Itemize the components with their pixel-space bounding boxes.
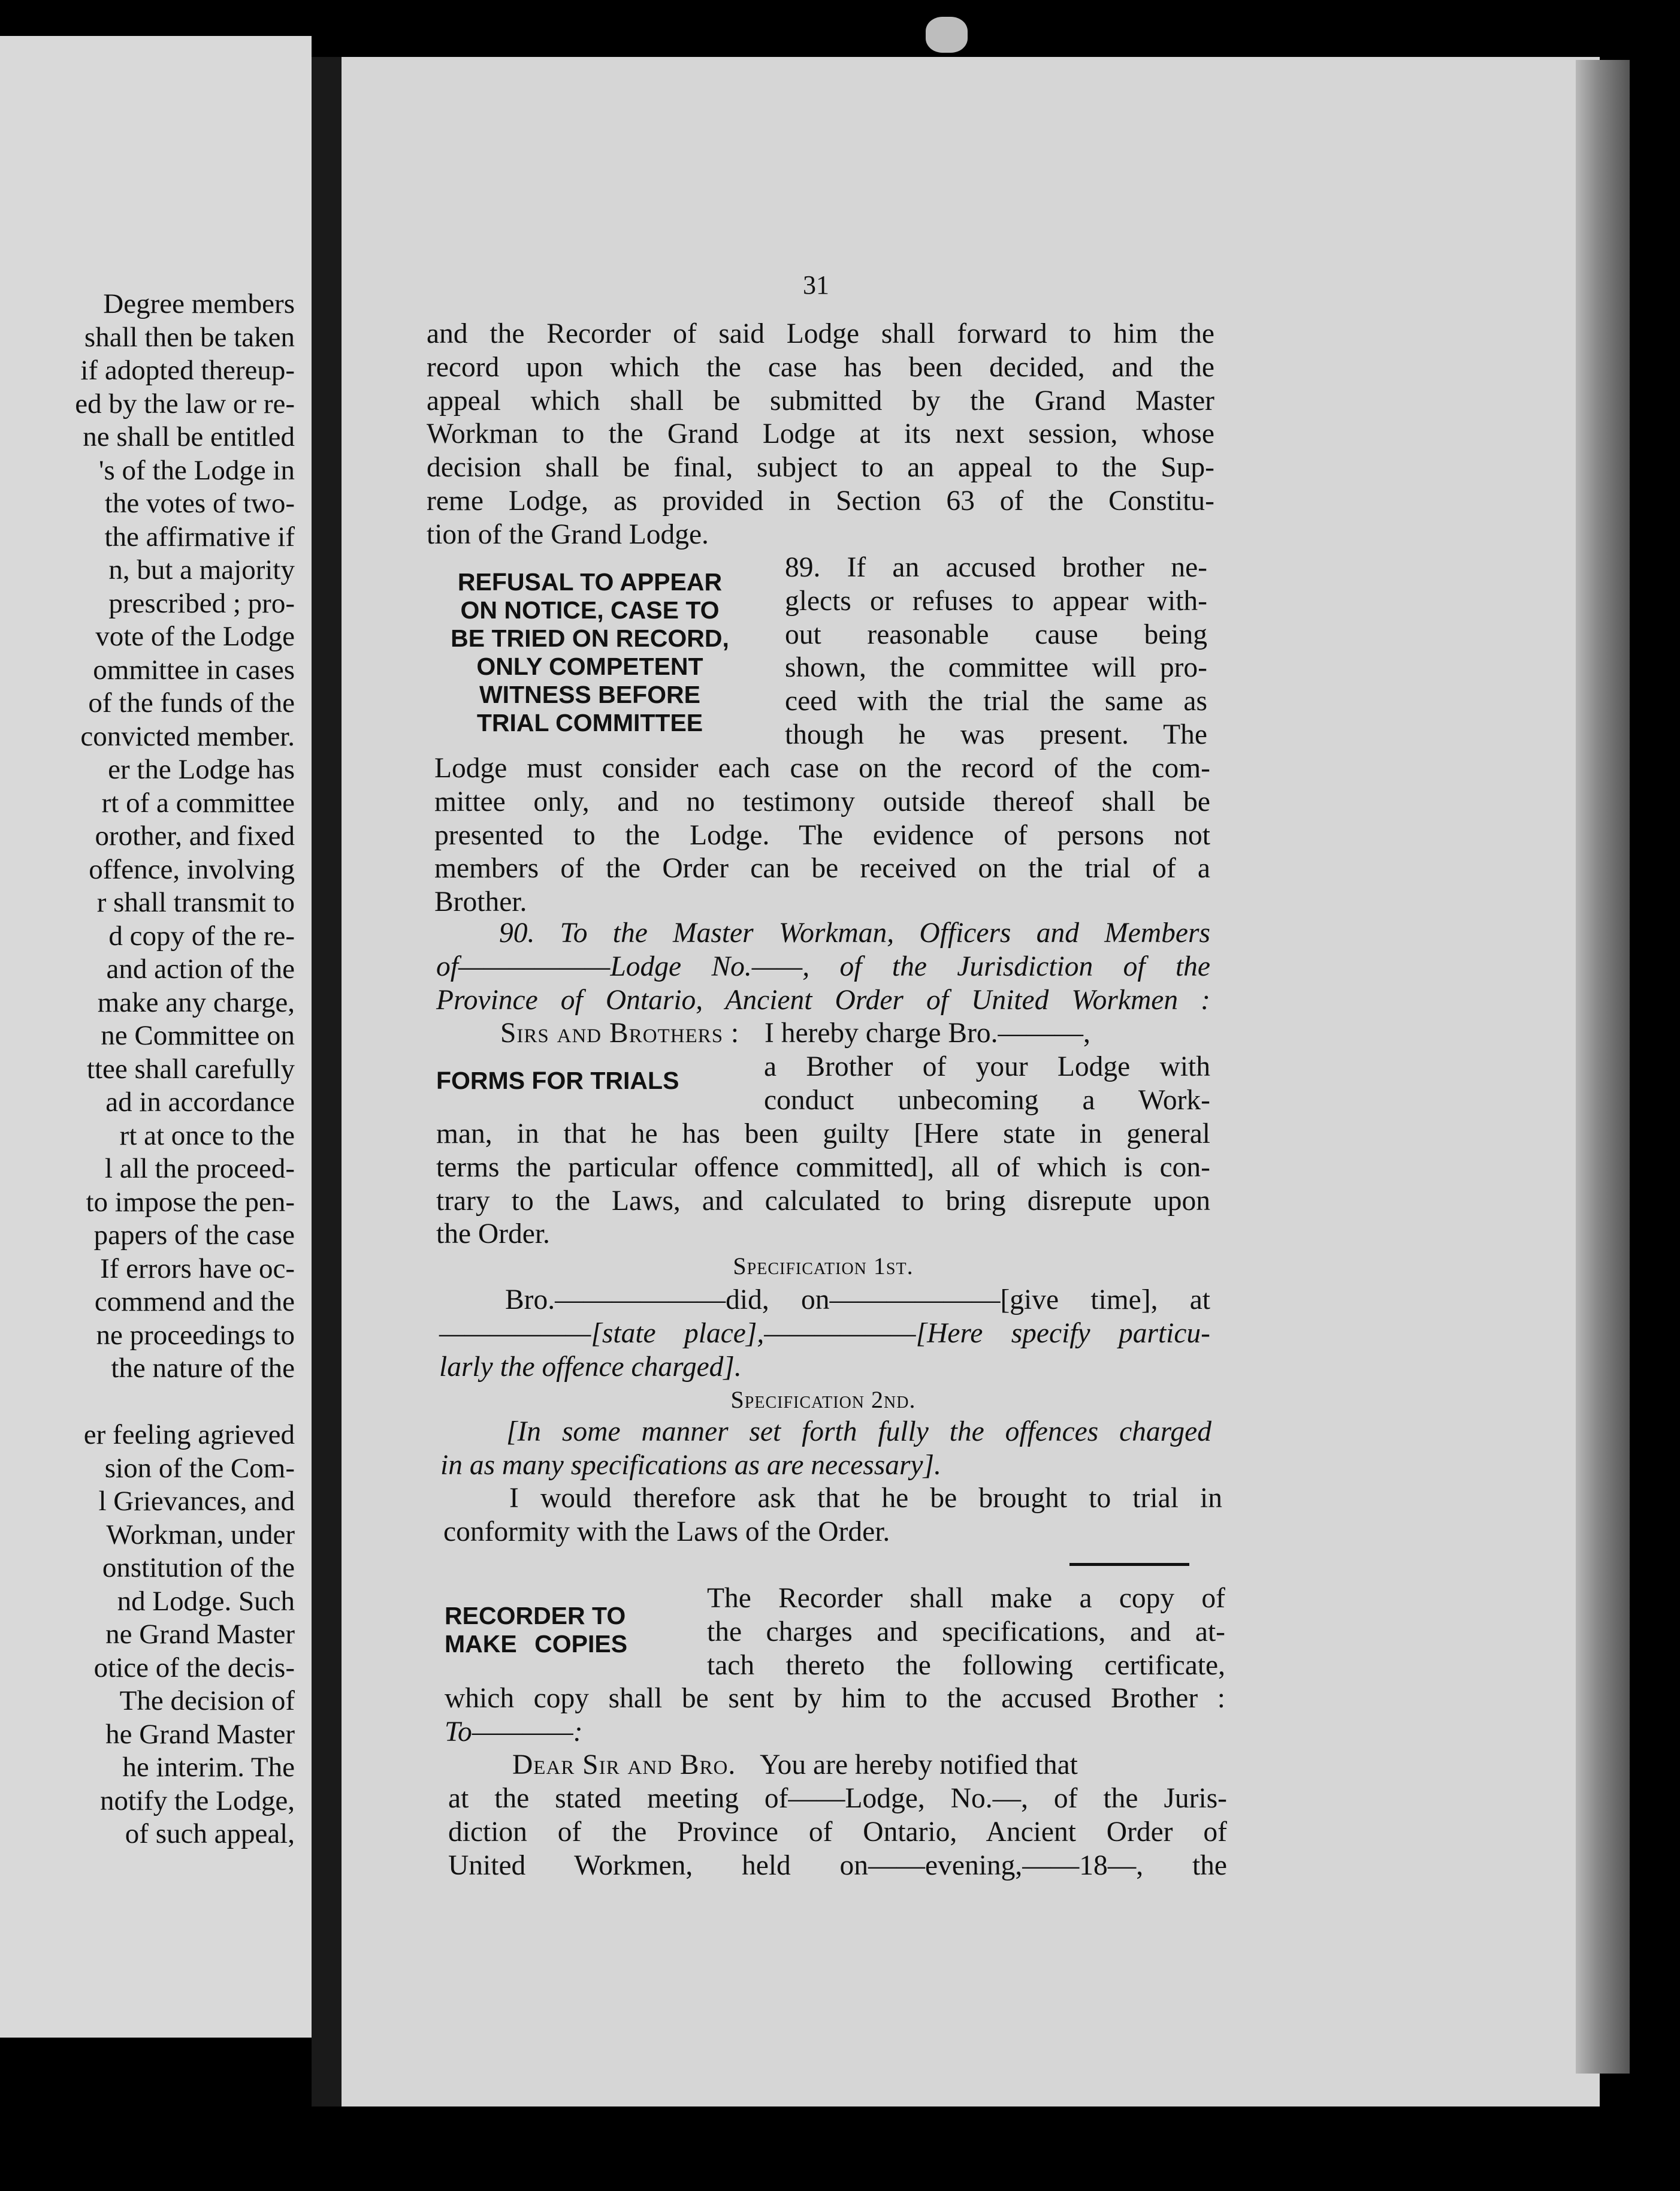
side-heading-recorder bbox=[445, 1602, 684, 1658]
text-line: in as many specifications as are necessary]. bbox=[440, 1449, 941, 1481]
left-page-line: otice of the decis- bbox=[93, 1652, 295, 1683]
recorder-paragraph-side bbox=[707, 1582, 1225, 1682]
text-line: man, in that he has been guilty [Here state in general bbox=[436, 1118, 1210, 1149]
page-edge bbox=[1576, 60, 1630, 2074]
left-page-line: to impose the pen- bbox=[86, 1186, 295, 1218]
left-page-line: er feeling agrieved bbox=[83, 1419, 295, 1450]
side-heading-line: TRIAL COMMITTEE bbox=[476, 709, 703, 737]
text-line: diction of the Province of Ontario, Ancient Order of bbox=[448, 1816, 1227, 1848]
left-page-line: rt at once to the bbox=[119, 1119, 295, 1151]
left-page-line: of the funds of the bbox=[88, 687, 295, 719]
left-page-line: the affirmative if bbox=[104, 521, 295, 553]
left-page-line: l all the proceed- bbox=[104, 1153, 295, 1184]
text-line: 89. If an accused brother ne- bbox=[785, 552, 1207, 583]
text-line: Bro.——————did, on——————[give time], at bbox=[505, 1284, 1210, 1315]
left-page-line: Degree members bbox=[103, 288, 295, 319]
recorder-paragraph-full bbox=[445, 1682, 1225, 1749]
text-line: Province of Ontario, Ancient Order of United Workmen : bbox=[436, 984, 1210, 1016]
specification-2-heading: Specification 2nd. bbox=[730, 1386, 916, 1413]
side-heading-forms bbox=[436, 1067, 748, 1095]
left-page-line bbox=[75, 1386, 295, 1419]
left-page-line: convicted member. bbox=[80, 720, 295, 752]
text-line: conduct unbecoming a Work- bbox=[764, 1084, 1210, 1116]
left-page-line: d copy of the re- bbox=[108, 920, 295, 952]
left-page-line: the nature of the bbox=[111, 1353, 295, 1384]
text-line: reme Lodge, as provided in Section 63 of the Constitu- bbox=[427, 485, 1214, 517]
text-line: though he was present. The bbox=[785, 719, 1207, 750]
left-page-line: rt of a committee bbox=[101, 787, 295, 819]
salutation-line bbox=[500, 1017, 1210, 1051]
left-page bbox=[0, 36, 312, 2038]
notice-first-text: You are hereby notified that bbox=[760, 1749, 1078, 1780]
left-page-line: papers of the case bbox=[93, 1220, 295, 1251]
text-line: Lodge must consider each case on the record of the com- bbox=[434, 753, 1210, 784]
text-line: Workman to the Grand Lodge at its next session, whose bbox=[427, 418, 1214, 450]
page-number: 31 bbox=[803, 270, 829, 300]
text-line: members of the Order can be received on the trial of a bbox=[434, 853, 1210, 885]
side-heading-line: REFUSAL TO APPEAR bbox=[457, 568, 723, 596]
text-line: larly the offence charged]. bbox=[439, 1351, 742, 1383]
divider-rule bbox=[1069, 1563, 1189, 1566]
left-page-line: if adopted thereup- bbox=[80, 355, 295, 386]
left-page-line: n, but a majority bbox=[108, 554, 295, 586]
specification-1-heading: Specification 1st. bbox=[733, 1253, 914, 1279]
left-page-line: ed by the law or re- bbox=[75, 388, 295, 420]
salutation: Sirs and Brothers : bbox=[500, 1018, 740, 1049]
text-line: terms the particular offence committed], all of which is con- bbox=[436, 1151, 1210, 1183]
text-line: 90. To the Master Workman, Officers and Members bbox=[499, 918, 1210, 949]
text-line: trary to the Laws, and calculated to bring disrepute upon bbox=[436, 1185, 1210, 1217]
left-page-line: The decision of bbox=[119, 1685, 295, 1716]
book-spine bbox=[312, 57, 342, 2107]
left-page-line: he Grand Master bbox=[105, 1718, 295, 1750]
left-page-line: l Grievances, and bbox=[98, 1486, 295, 1517]
notice-salutation: Dear Sir and Bro. bbox=[512, 1749, 736, 1780]
text-line: appeal which shall be submitted by the Grand Master bbox=[427, 385, 1214, 417]
text-line: glects or refuses to appear with- bbox=[785, 585, 1207, 617]
left-page-line: ne Committee on bbox=[101, 1020, 295, 1051]
left-page-line: ad in accordance bbox=[105, 1087, 295, 1118]
paragraph-90-address bbox=[436, 917, 1210, 1017]
stain-mark bbox=[926, 17, 968, 53]
left-page-line: and action of the bbox=[106, 953, 295, 985]
specification-1 bbox=[439, 1284, 1210, 1384]
text-line: shown, the committee will pro- bbox=[785, 652, 1207, 684]
side-heading-line: WITNESS BEFORE bbox=[479, 681, 701, 708]
left-page-line: of such appeal, bbox=[125, 1818, 295, 1849]
left-page-line: ne shall be entitled bbox=[83, 421, 295, 452]
text-line: The Recorder shall make a copy of bbox=[707, 1583, 1225, 1614]
left-page-line: ttee shall carefully bbox=[86, 1053, 295, 1085]
left-page-line: 's of the Lodge in bbox=[99, 454, 295, 486]
paragraph-89-full bbox=[434, 752, 1210, 919]
text-line: and the Recorder of said Lodge shall forward to him the bbox=[427, 318, 1214, 349]
left-page-line: vote of the Lodge bbox=[95, 621, 295, 652]
text-line: a Brother of your Lodge with bbox=[764, 1051, 1210, 1082]
left-page-line: ne proceedings to bbox=[96, 1319, 295, 1351]
text-line: tach thereto the following certificate, bbox=[707, 1649, 1225, 1681]
side-heading-line: MAKE COPIES bbox=[445, 1630, 628, 1658]
left-page-line: onstitution of the bbox=[102, 1552, 295, 1583]
text-line: of——————Lodge No.——, of the Jurisdiction of the bbox=[436, 950, 1210, 982]
left-page-line: sion of the Com- bbox=[104, 1452, 295, 1484]
side-heading-line: ON NOTICE, CASE TO bbox=[460, 596, 720, 624]
specification-2 bbox=[440, 1416, 1211, 1483]
charge-text: I hereby charge Bro.———, bbox=[765, 1018, 1090, 1049]
left-page-line: If errors have oc- bbox=[100, 1253, 295, 1284]
left-page-line: er the Lodge has bbox=[108, 754, 295, 785]
left-page-line: commend and the bbox=[94, 1286, 295, 1317]
text-line: presented to the Lodge. The evidence of persons not bbox=[434, 819, 1210, 851]
paragraph-90-side bbox=[764, 1051, 1210, 1118]
text-line: Brother. bbox=[434, 886, 527, 918]
paragraph-90-full bbox=[436, 1118, 1210, 1251]
left-page-text bbox=[75, 288, 295, 1851]
text-line: I would therefore ask that he be brought to trial in bbox=[509, 1483, 1222, 1514]
text-line: the charges and specifications, and at- bbox=[707, 1616, 1225, 1647]
paragraph-top bbox=[427, 318, 1214, 552]
left-page-line: the votes of two- bbox=[104, 488, 295, 519]
text-line: mittee only, and no testimony outside thereof shall be bbox=[434, 786, 1210, 817]
left-page-line: nd Lodge. Such bbox=[117, 1585, 295, 1617]
side-heading-line: RECORDER TO bbox=[445, 1602, 626, 1629]
closing-paragraph bbox=[443, 1482, 1222, 1549]
left-page-line: ne Grand Master bbox=[105, 1619, 295, 1650]
text-line: out reasonable cause being bbox=[785, 618, 1207, 650]
left-page-line: he interim. The bbox=[122, 1752, 295, 1783]
side-heading-line: ONLY COMPETENT bbox=[476, 653, 703, 680]
notice-paragraph bbox=[448, 1782, 1227, 1882]
text-line: which copy shall be sent by him to the accused Brother : bbox=[445, 1683, 1225, 1714]
text-line: United Workmen, held on——evening,——18—, the bbox=[448, 1849, 1227, 1881]
text-line: decision shall be final, subject to an appeal to the Sup- bbox=[427, 452, 1214, 484]
left-page-line: r shall transmit to bbox=[96, 887, 295, 918]
left-page-line: ommittee in cases bbox=[93, 654, 295, 686]
left-page-line: notify the Lodge, bbox=[99, 1785, 295, 1816]
text-line: record upon which the case has been decided, and the bbox=[427, 351, 1214, 383]
side-heading-line: BE TRIED ON RECORD, bbox=[451, 624, 729, 652]
text-line: ceed with the trial the same as bbox=[785, 686, 1207, 717]
text-line: at the stated meeting of——Lodge, No.—, of the Juris- bbox=[448, 1783, 1227, 1814]
notice-salutation-line bbox=[512, 1749, 1225, 1782]
text-line: conformity with the Laws of the Order. bbox=[443, 1516, 890, 1547]
left-page-line: shall then be taken bbox=[84, 321, 295, 353]
side-heading-refusal bbox=[427, 568, 753, 737]
text-line: ——————[state place],——————[Here specify particu- bbox=[439, 1317, 1210, 1349]
left-page-line: orother, and fixed bbox=[95, 820, 295, 852]
text-line: tion of the Grand Lodge. bbox=[427, 518, 709, 550]
left-page-line: offence, involving bbox=[89, 853, 295, 885]
text-line: the Order. bbox=[436, 1218, 550, 1250]
side-heading-line: FORMS FOR TRIALS bbox=[436, 1067, 679, 1094]
text-line: [In some manner set forth fully the offences charged bbox=[506, 1416, 1211, 1447]
left-page-line: make any charge, bbox=[97, 986, 295, 1018]
left-page-line: Workman, under bbox=[106, 1519, 295, 1550]
paragraph-89-side bbox=[785, 551, 1207, 752]
left-page-line: prescribed ; pro- bbox=[108, 587, 295, 619]
text-line: To————: bbox=[445, 1716, 583, 1748]
